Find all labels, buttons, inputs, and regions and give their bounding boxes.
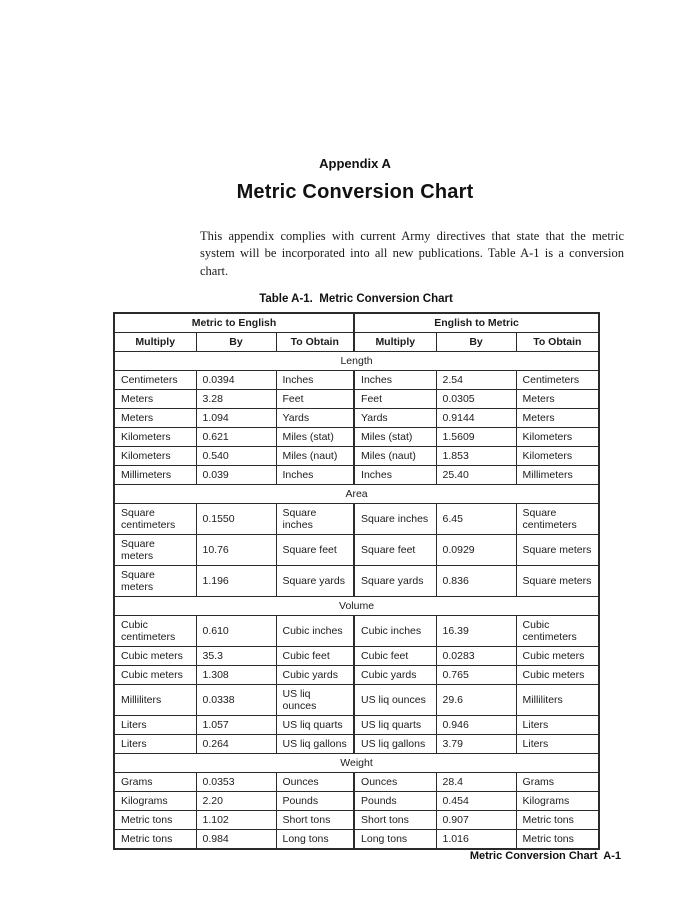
section-row [114,351,599,370]
table-cell: 1.102 [196,810,276,829]
table-cell: Cubic feet [354,646,436,665]
table-cell: Square yards [354,565,436,596]
table-row [114,389,599,408]
column-header: By [196,332,276,351]
table-cell: 0.610 [196,615,276,646]
table-cell: US liq quarts [354,715,436,734]
table-row [114,772,599,791]
table-cell: Cubic meters [114,665,196,684]
table-cell: 0.621 [196,427,276,446]
table-cell: Milliliters [114,684,196,715]
table-cell: 0.0394 [196,370,276,389]
section-label: Area [114,484,599,503]
column-header: By [436,332,516,351]
table-cell: 0.907 [436,810,516,829]
table-cell: Metric tons [516,810,599,829]
table-cell: 0.039 [196,465,276,484]
table-cell: 16.39 [436,615,516,646]
table-cell: Liters [516,734,599,753]
table-cell: 1.057 [196,715,276,734]
table-row [114,465,599,484]
table-cell: Metric tons [114,829,196,849]
column-header: To Obtain [276,332,354,351]
column-header: Multiply [114,332,196,351]
table-cell: 25.40 [436,465,516,484]
table-cell: 0.9144 [436,408,516,427]
table-row [114,646,599,665]
table-cell: Meters [114,408,196,427]
section-label: Volume [114,596,599,615]
table-cell: Millimeters [516,465,599,484]
table-cell: Centimeters [114,370,196,389]
table-cell: 0.264 [196,734,276,753]
table-cell: Cubic meters [114,646,196,665]
table-cell: Square meters [516,565,599,596]
table-cell: Square inches [354,503,436,534]
table-cell: 0.0305 [436,389,516,408]
table-cell: Cubic centimeters [114,615,196,646]
table-cell: Square meters [516,534,599,565]
table-row [114,427,599,446]
group-header-row [114,313,599,333]
table-cell: 0.540 [196,446,276,465]
table-row [114,446,599,465]
table-cell: 1.853 [436,446,516,465]
table-row [114,665,599,684]
table-cell: Grams [516,772,599,791]
table-cell: US liq gallons [354,734,436,753]
table-cell: Liters [114,715,196,734]
table-cell: US liq quarts [276,715,354,734]
table-cell: Inches [276,370,354,389]
table-cell: 0.0283 [436,646,516,665]
table-cell: 3.28 [196,389,276,408]
table-cell: 28.4 [436,772,516,791]
table-cell: Kilometers [114,427,196,446]
table-cell: Square yards [276,565,354,596]
table-cell: Inches [276,465,354,484]
table-row [114,370,599,389]
table-cell: Meters [516,389,599,408]
table-cell: 0.454 [436,791,516,810]
table-cell: Cubic inches [354,615,436,646]
table-cell: Centimeters [516,370,599,389]
table-cell: 1.308 [196,665,276,684]
table-cell: Liters [516,715,599,734]
table-cell: Cubic meters [516,646,599,665]
table-cell: 29.6 [436,684,516,715]
table-cell: Cubic meters [516,665,599,684]
conversion-table [113,312,600,850]
section-row [114,596,599,615]
table-cell: 3.79 [436,734,516,753]
table-cell: Square feet [354,534,436,565]
table-cell: US liq ounces [354,684,436,715]
appendix-label: Appendix A [319,156,391,171]
table-cell: Cubic inches [276,615,354,646]
table-cell: 0.946 [436,715,516,734]
table-cell: 35.3 [196,646,276,665]
table-row [114,810,599,829]
table-cell: Pounds [354,791,436,810]
table-cell: Cubic feet [276,646,354,665]
table-cell: Inches [354,465,436,484]
table-row [114,715,599,734]
table-cell: Meters [516,408,599,427]
table-cell: Metric tons [114,810,196,829]
page-footer: Metric Conversion Chart A-1 [469,850,621,862]
table-cell: 1.016 [436,829,516,849]
table-cell: Miles (stat) [354,427,436,446]
table-row [114,684,599,715]
table-cell: 0.0338 [196,684,276,715]
table-cell: Meters [114,389,196,408]
table-cell: Short tons [354,810,436,829]
table-cell: Grams [114,772,196,791]
table-cell: Liters [114,734,196,753]
table-cell: Cubic yards [276,665,354,684]
table-cell: 1.094 [196,408,276,427]
table-cell: 0.0929 [436,534,516,565]
table-cell: Kilograms [114,791,196,810]
table-cell: Square centimeters [114,503,196,534]
table-cell: 0.765 [436,665,516,684]
table-caption: Table A-1. Metric Conversion Chart [259,292,453,305]
table-cell: Miles (naut) [354,446,436,465]
table-cell: Metric tons [516,829,599,849]
table-cell: Miles (naut) [276,446,354,465]
table-cell: Ounces [276,772,354,791]
table-row [114,408,599,427]
table-cell: Long tons [354,829,436,849]
table-cell: Short tons [276,810,354,829]
page-title: Metric Conversion Chart [236,181,474,203]
table-cell: US liq gallons [276,734,354,753]
table-cell: Feet [354,389,436,408]
table-cell: 2.54 [436,370,516,389]
table-cell: 6.45 [436,503,516,534]
table-cell: Yards [354,408,436,427]
table-row [114,503,599,534]
section-row [114,753,599,772]
table-cell: Yards [276,408,354,427]
table-cell: Kilometers [516,427,599,446]
column-header: To Obtain [516,332,599,351]
table-cell: Square meters [114,534,196,565]
table-row [114,734,599,753]
table-cell: Cubic centimeters [516,615,599,646]
table-cell: US liq ounces [276,684,354,715]
table-row [114,615,599,646]
table-cell: Kilograms [516,791,599,810]
table-row [114,534,599,565]
table-cell: 1.5609 [436,427,516,446]
table-cell: Square inches [276,503,354,534]
group-header-english-to-metric: English to Metric [354,313,599,333]
group-header-metric-to-english: Metric to English [114,313,354,333]
table-row [114,565,599,596]
table-cell: Miles (stat) [276,427,354,446]
table-cell: Feet [276,389,354,408]
table-cell: 0.984 [196,829,276,849]
table-cell: 1.196 [196,565,276,596]
column-header-row [114,332,599,351]
table-row [114,829,599,849]
table-cell: Square meters [114,565,196,596]
table-cell: Kilometers [114,446,196,465]
section-label: Weight [114,753,599,772]
table-cell: 0.836 [436,565,516,596]
table-cell: Cubic yards [354,665,436,684]
table-cell: Ounces [354,772,436,791]
table-cell: Pounds [276,791,354,810]
section-row [114,484,599,503]
table-cell: 0.1550 [196,503,276,534]
column-header: Multiply [354,332,436,351]
table-cell: 0.0353 [196,772,276,791]
table-cell: Milliliters [516,684,599,715]
table-cell: Millimeters [114,465,196,484]
table-cell: Kilometers [516,446,599,465]
table-cell: Inches [354,370,436,389]
conversion-table-body [114,351,599,849]
table-cell: Square feet [276,534,354,565]
table-cell: Square centimeters [516,503,599,534]
intro-paragraph: This appendix complies with current Army directives that state that the metric system will be incorporated into all new publications. Table A-1 is a conversion chart. [200,229,624,278]
table-row [114,791,599,810]
section-label: Length [114,351,599,370]
table-cell: 2.20 [196,791,276,810]
table-cell: Long tons [276,829,354,849]
table-cell: 10.76 [196,534,276,565]
